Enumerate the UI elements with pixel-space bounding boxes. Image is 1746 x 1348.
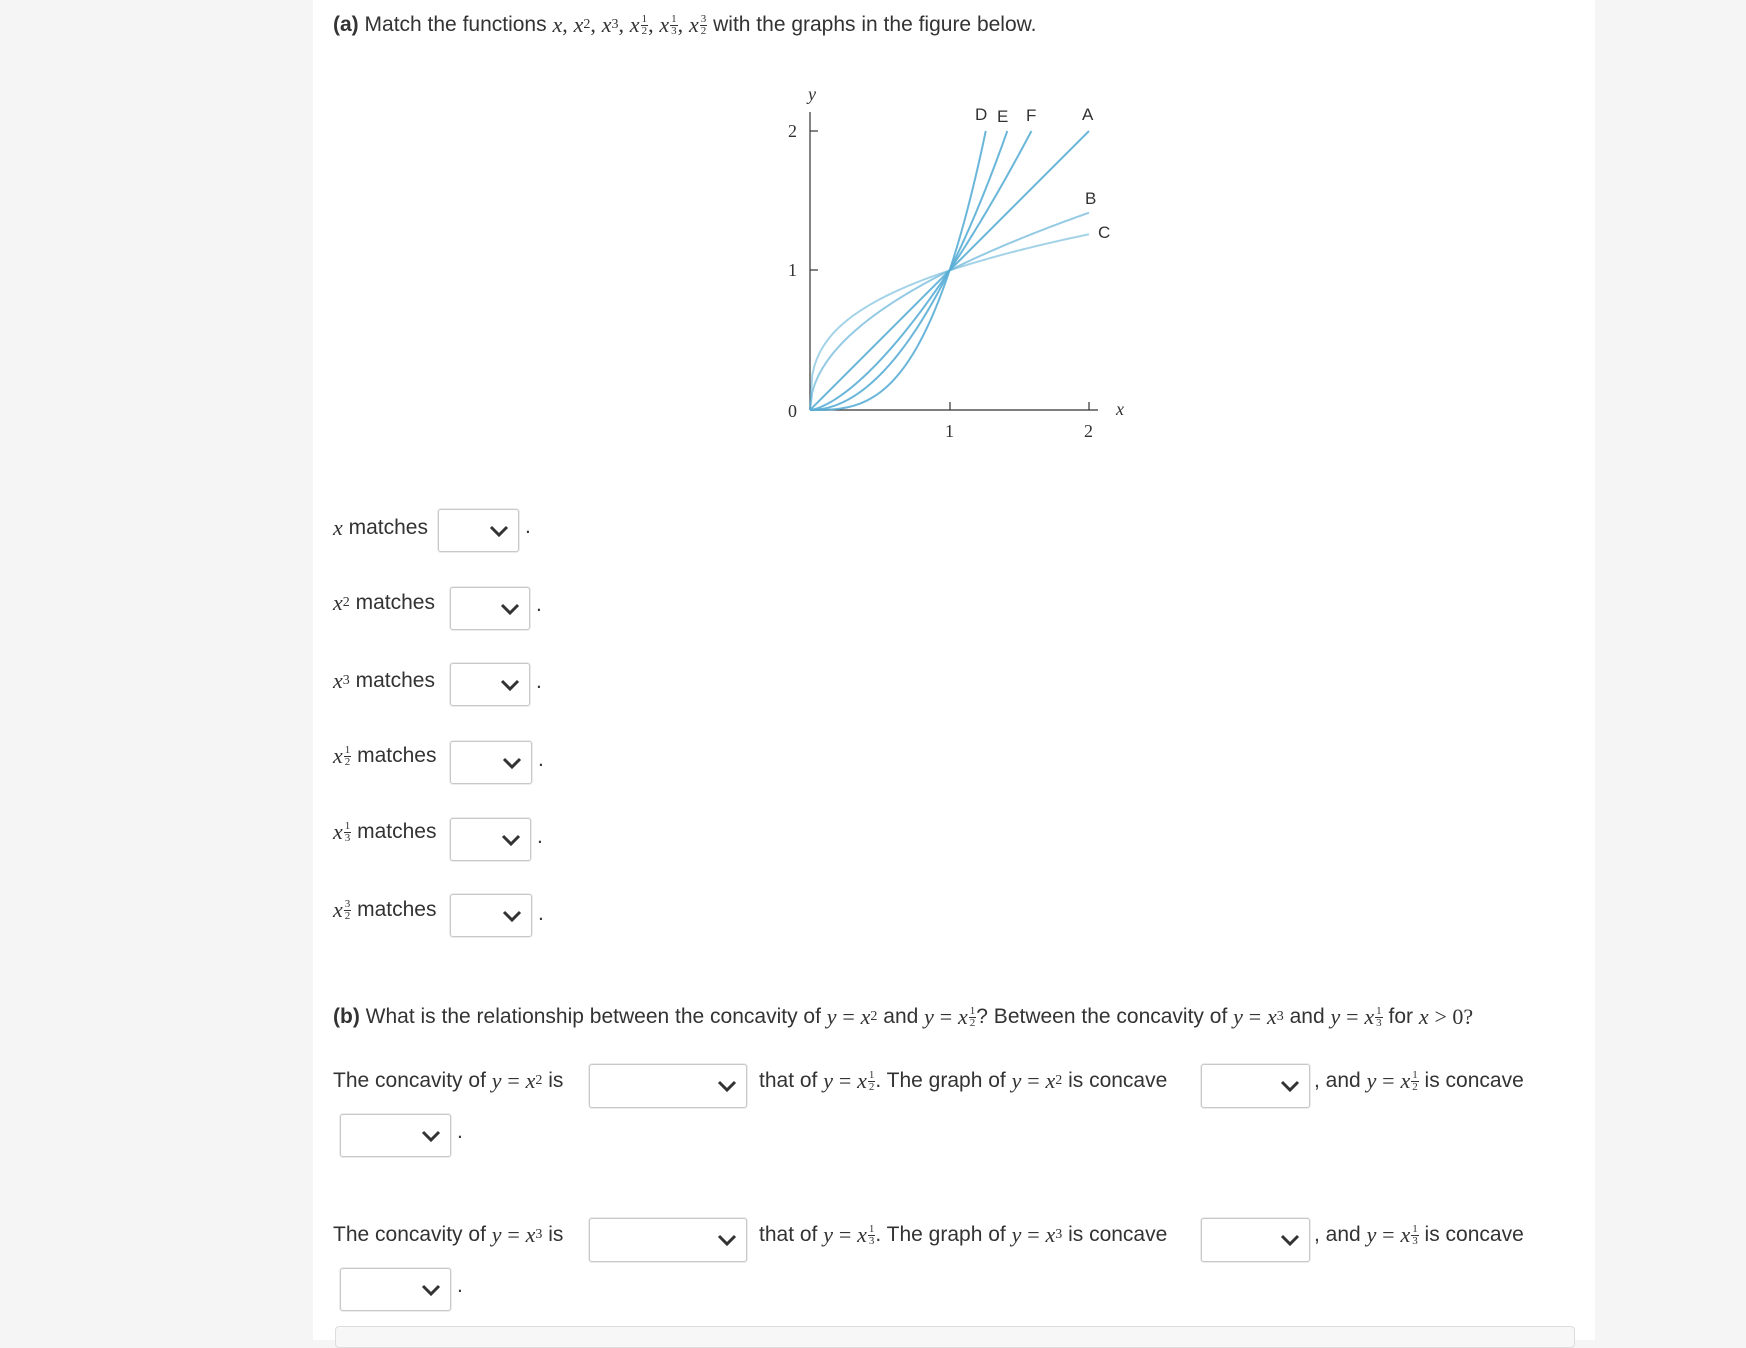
concavity-line-1-start: The concavity of y = x 2 is	[333, 1068, 564, 1093]
curve-label-b: B	[1085, 189, 1097, 208]
match-row-x: x matches	[333, 515, 428, 540]
chevron-down-icon	[502, 909, 522, 923]
y-tick-label-0: 0	[788, 401, 797, 421]
concavity-line-2-end: , and y = x 1 3 is concave	[1314, 1222, 1524, 1247]
match-x3-dropdown[interactable]	[450, 663, 530, 706]
curve-label-c: C	[1098, 223, 1111, 242]
y-tick-label-2: 2	[788, 121, 797, 141]
curve-x-1-2	[810, 213, 1089, 410]
concavity-x-half-direction-dropdown[interactable]	[340, 1114, 451, 1157]
x-tick-label-2: 2	[1084, 421, 1093, 441]
concavity-line-2-start: The concavity of y = x 3 is	[333, 1222, 564, 1247]
chevron-down-icon	[502, 756, 522, 770]
chevron-down-icon	[500, 678, 520, 692]
chevron-down-icon	[717, 1233, 737, 1247]
curve-label-d: D	[975, 105, 988, 124]
power-functions-graph	[770, 80, 1150, 450]
y-axis-label: y	[808, 84, 816, 104]
concavity-x2-direction-dropdown[interactable]	[1201, 1064, 1310, 1108]
concavity-x-third-direction-dropdown[interactable]	[340, 1268, 451, 1311]
y-tick-label-1: 1	[788, 260, 797, 280]
match-row-x2: x 2 matches	[333, 590, 435, 615]
match-x-half-dropdown[interactable]	[450, 741, 532, 784]
curve-x-3-2	[810, 131, 1031, 410]
curve-label-e: E	[997, 107, 1009, 126]
match-row-x-half: x 1 2 matches	[333, 743, 437, 768]
chevron-down-icon	[421, 1283, 441, 1297]
chevron-down-icon	[500, 602, 520, 616]
concavity-compare-x2-dropdown[interactable]	[589, 1064, 747, 1108]
concavity-x3-direction-dropdown[interactable]	[1201, 1218, 1310, 1262]
curve-label-f: F	[1026, 106, 1037, 125]
chevron-down-icon	[421, 1129, 441, 1143]
chevron-down-icon	[1280, 1079, 1300, 1093]
match-x-third-dropdown[interactable]	[450, 818, 531, 861]
concavity-line-2-middle: that of y = x 1 3 . The graph of y = x 3 is concave	[759, 1222, 1168, 1247]
x-axis-label: x	[1116, 399, 1124, 419]
next-section-box	[335, 1326, 1575, 1348]
match-row-x-three-halves: x 3 2 matches	[333, 897, 437, 922]
chevron-down-icon	[1280, 1233, 1300, 1247]
match-x-three-halves-dropdown[interactable]	[450, 894, 532, 937]
x-tick-label-1: 1	[945, 421, 954, 441]
chevron-down-icon	[489, 524, 509, 538]
match-row-x-third: x 1 3 matches	[333, 819, 437, 844]
concavity-line-1-middle: that of y = x 1 2 . The graph of y = x 2 is concave	[759, 1068, 1168, 1093]
curve-x-1-3	[810, 234, 1089, 410]
part-b-prompt: (b) What is the relationship between the concavity of y = x 2 and y = x 1 2 ? Between the concavity of y = x 3 and y = x 1 3 for x > 0?	[333, 1004, 1474, 1029]
match-x-dropdown[interactable]	[438, 509, 519, 552]
match-row-x3: x 3 matches	[333, 668, 435, 693]
part-a-prompt: (a) Match the functions x , x 2 , x 3 , x 1 2 , x 1 3 , x 3 2 with the graphs in the figure below.	[333, 12, 1037, 37]
chevron-down-icon	[501, 833, 521, 847]
match-x2-dropdown[interactable]	[450, 587, 530, 630]
chevron-down-icon	[717, 1079, 737, 1093]
curve-x-2	[810, 131, 1007, 410]
curve-x-3	[810, 131, 986, 410]
concavity-line-1-end: , and y = x 1 2 is concave	[1314, 1068, 1524, 1093]
concavity-compare-x3-dropdown[interactable]	[589, 1218, 747, 1262]
curve-label-a: A	[1082, 105, 1094, 124]
